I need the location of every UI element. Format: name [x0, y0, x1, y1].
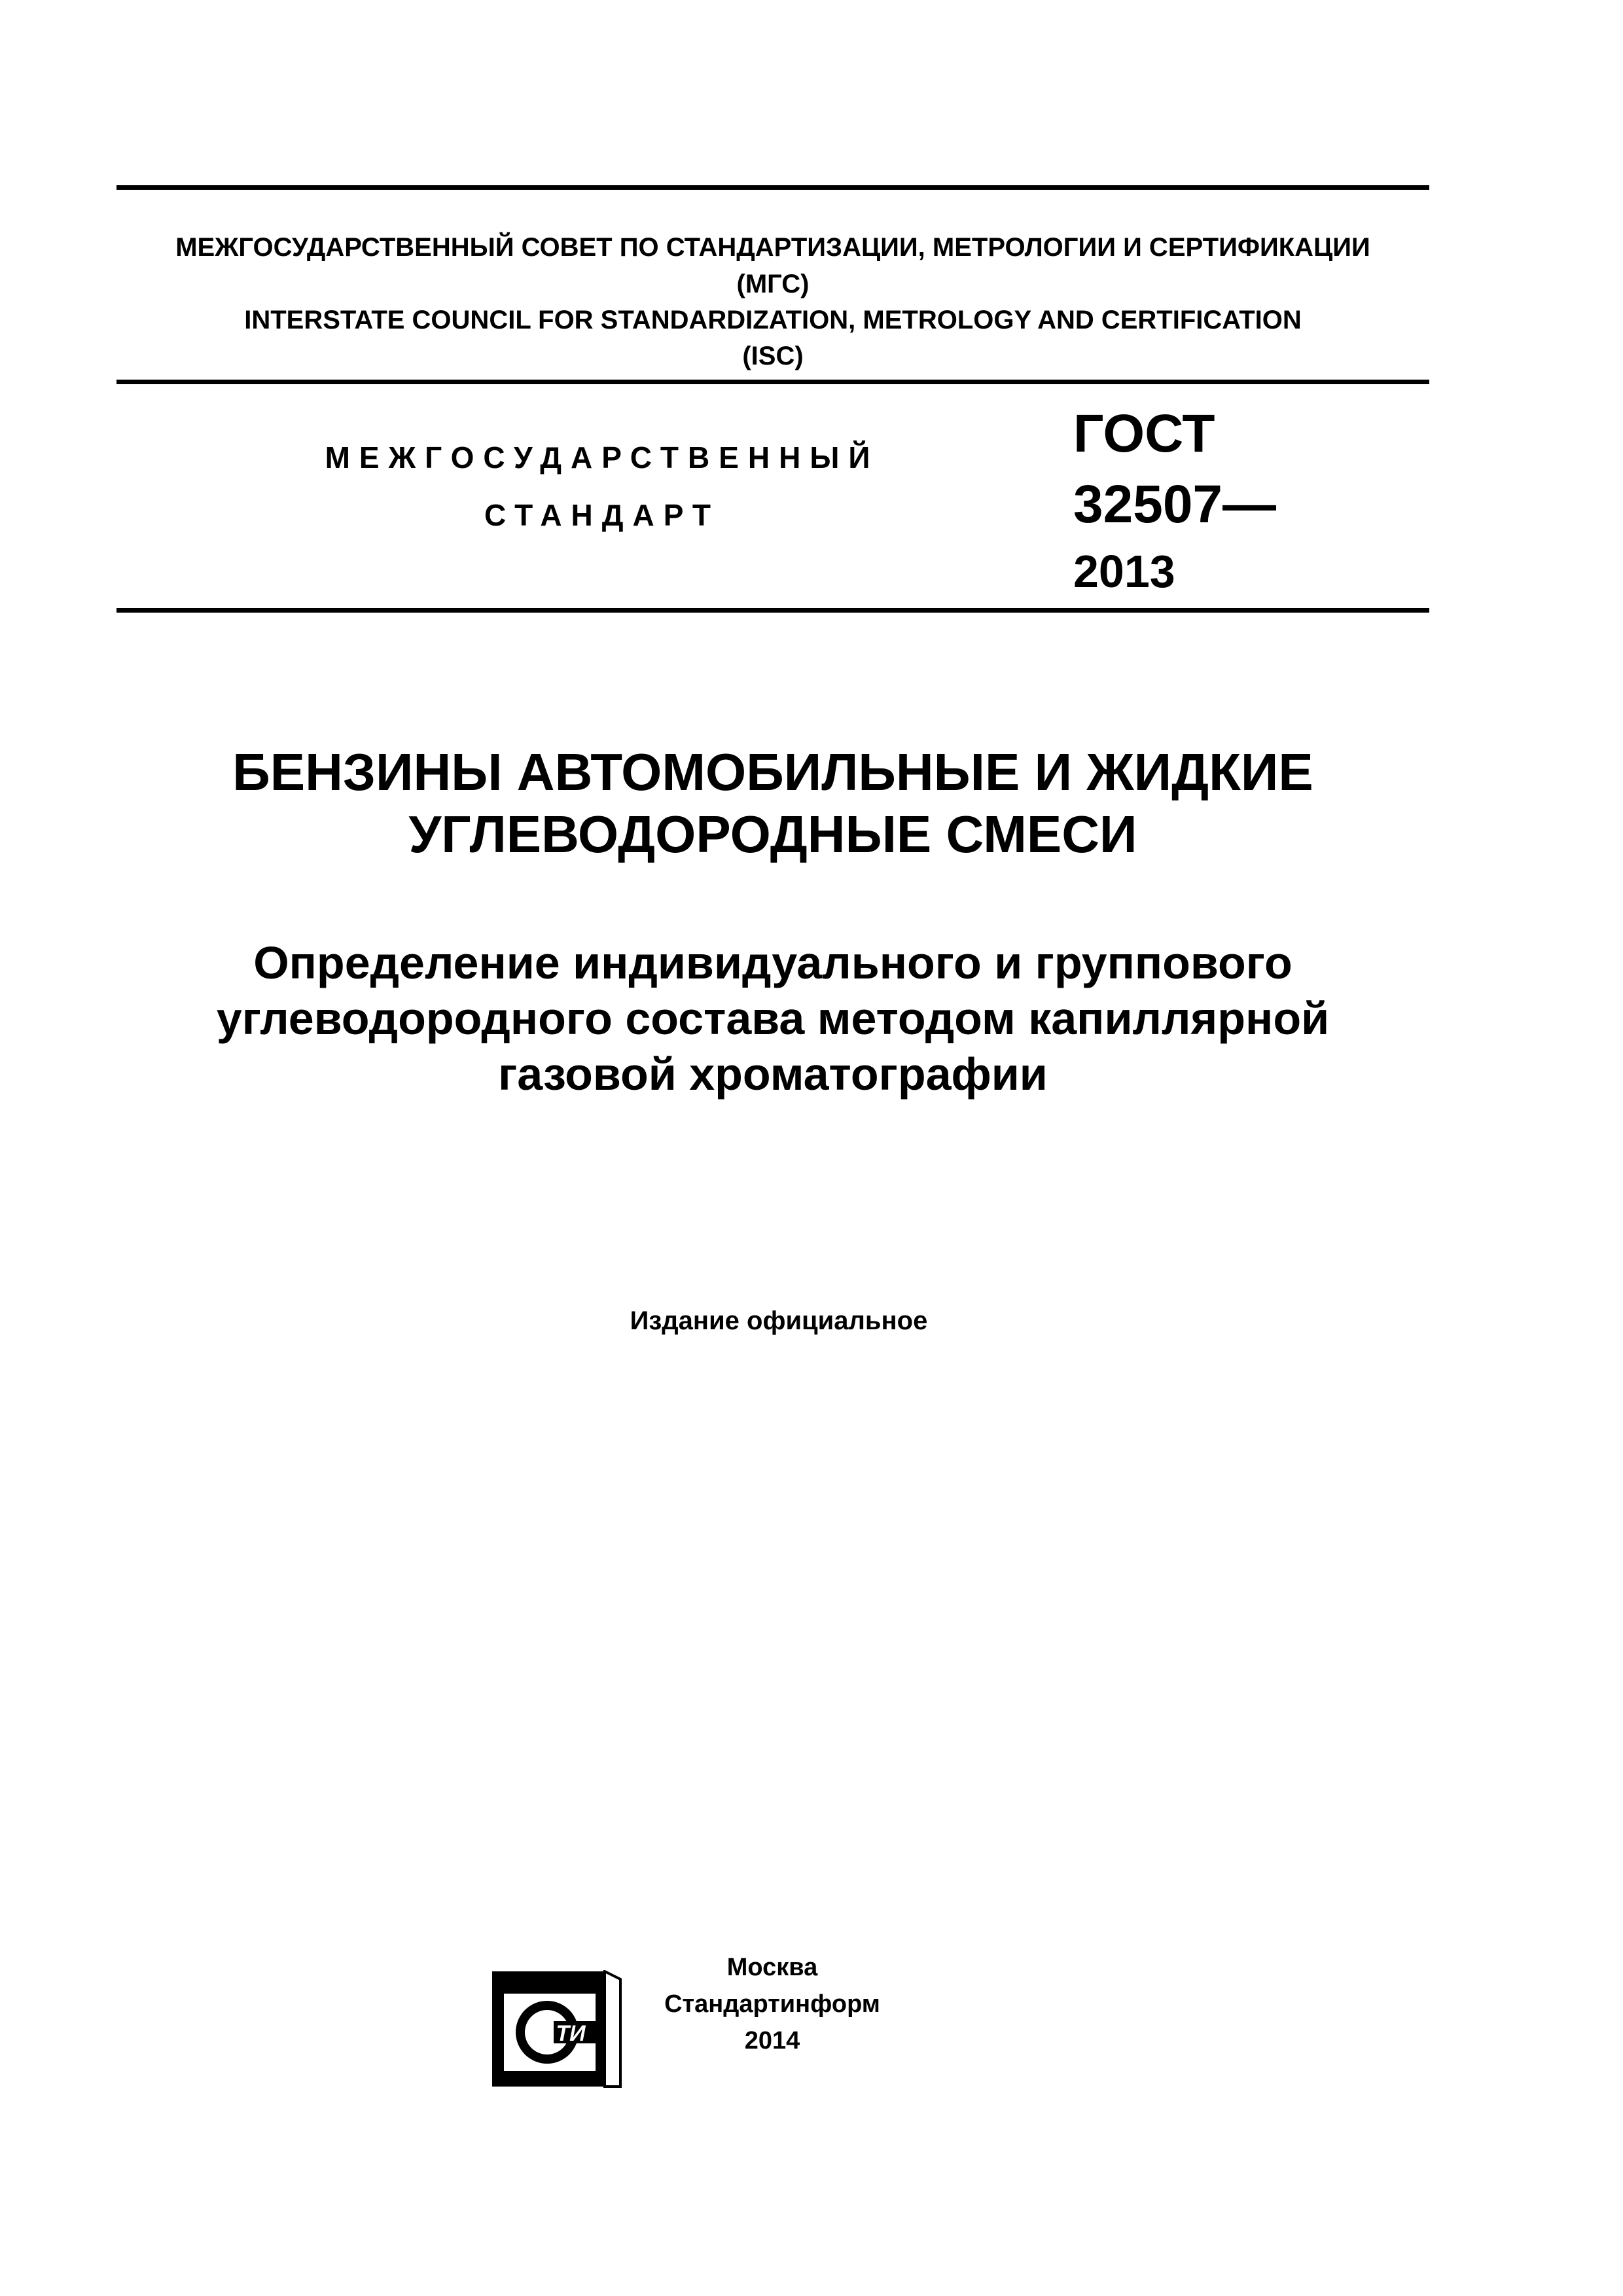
standartinform-logo-icon	[491, 1970, 622, 2088]
gost-label: ГОСТ	[1073, 404, 1215, 463]
publisher-year: 2014	[744, 2027, 800, 2054]
gost-year: 2013	[1073, 546, 1175, 597]
standard-type-line1: МЕЖГОСУДАРСТВЕННЫЙ	[325, 440, 880, 475]
council-ru-abbr: (МГС)	[736, 270, 810, 298]
publisher-name: Стандартинформ	[664, 1990, 880, 2018]
gost-number: 32507—	[1073, 475, 1277, 534]
standard-rule	[116, 608, 1429, 613]
svg-text:ТИ: ТИ	[556, 2021, 586, 2046]
document-title-line1: БЕНЗИНЫ АВТОМОБИЛЬНЫЕ И ЖИДКИЕ	[232, 743, 1313, 801]
header-rule	[116, 380, 1429, 384]
document-subtitle-line3: газовой хроматографии	[498, 1049, 1048, 1100]
council-en-name: INTERSTATE COUNCIL FOR STANDARDIZATION, METROLOGY AND CERTIFICATION	[244, 306, 1302, 334]
document-subtitle-line1: Определение индивидуального и группового	[253, 937, 1293, 988]
edition-note: Издание официальное	[630, 1306, 928, 1335]
standard-type-line2: СТАНДАРТ	[484, 498, 720, 532]
document-subtitle-line2: углеводородного состава методом капиллярной	[216, 993, 1330, 1044]
publisher-logo	[491, 1970, 622, 2088]
publisher-city: Москва	[726, 1954, 818, 1981]
council-en-abbr: (ISC)	[742, 342, 804, 370]
top-rule	[116, 185, 1429, 190]
council-ru-name: МЕЖГОСУДАРСТВЕННЫЙ СОВЕТ ПО СТАНДАРТИЗАЦИИ, МЕТРОЛОГИИ И СЕРТИФИКАЦИИ	[175, 233, 1370, 262]
document-title-line2: УГЛЕВОДОРОДНЫЕ СМЕСИ	[408, 805, 1137, 863]
